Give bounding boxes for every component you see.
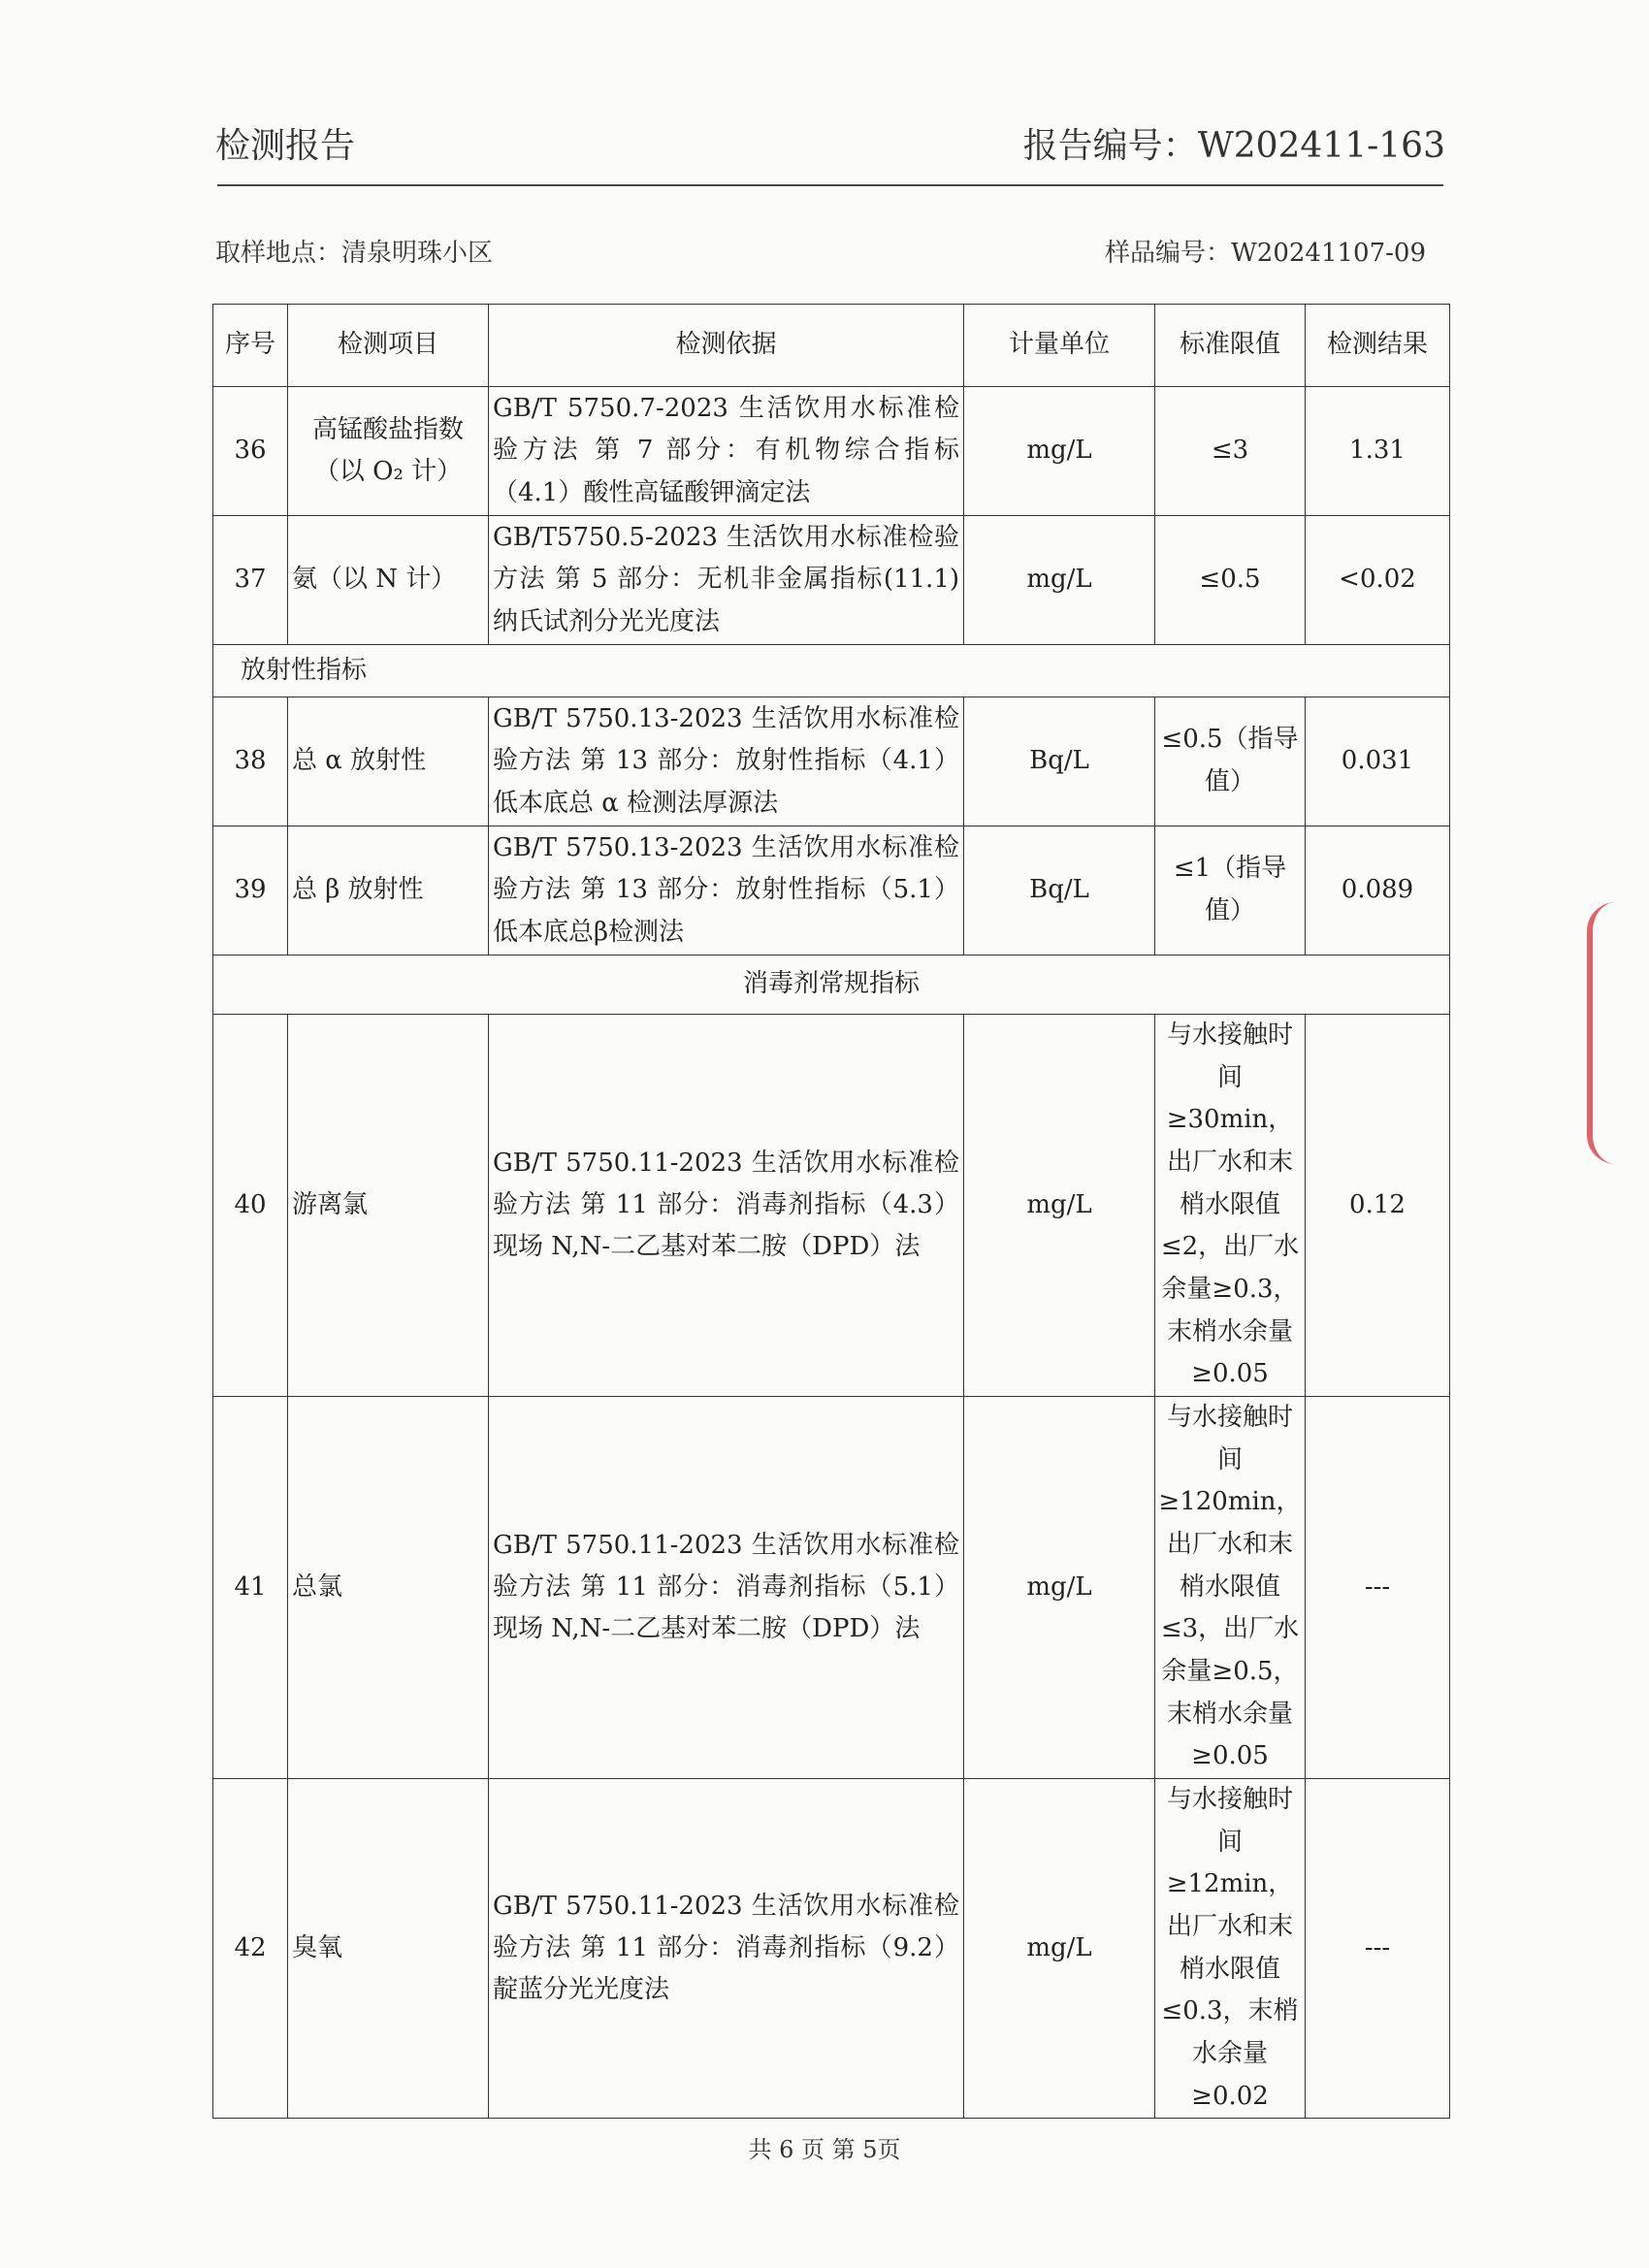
row-unit: mg/L [964, 1015, 1155, 1397]
row-basis: GB/T 5750.11-2023 生活饮用水标准检验方法 第 11 部分：消毒剂指标（9.2）靛蓝分光光度法 [489, 1779, 964, 2119]
row-item: 氨（以 N 计） [288, 516, 489, 645]
row-basis: GB/T 5750.13-2023 生活饮用水标准检验方法 第 13 部分：放射性指标（4.1）低本底总 α 检测法厚源法 [489, 697, 964, 826]
col-header-basis: 检测依据 [489, 305, 964, 387]
col-header-item: 检测项目 [288, 305, 489, 387]
sample-number [1105, 233, 1426, 269]
row-no: 40 [213, 1015, 288, 1397]
row-item: 总 β 放射性 [288, 826, 489, 956]
row-no: 41 [213, 1397, 288, 1779]
report-number-value: W202411-163 [1197, 126, 1445, 166]
row-unit: Bq/L [964, 697, 1155, 826]
row-unit: mg/L [964, 1397, 1155, 1779]
row-basis: GB/T 5750.13-2023 生活饮用水标准检验方法 第 13 部分：放射性指标（5.1）低本底总β检测法 [489, 826, 964, 956]
page-counter: 共 6 页 第 5页 [748, 2136, 901, 2163]
row-basis: GB/T 5750.11-2023 生活饮用水标准检验方法 第 11 部分：消毒剂指标（5.1）现场 N,N-二乙基对苯二胺（DPD）法 [489, 1397, 964, 1779]
table-row [213, 1779, 1450, 2119]
row-no: 42 [213, 1779, 288, 2119]
row-no: 36 [213, 387, 288, 516]
report-number-label: 报告编号： [1022, 126, 1198, 166]
row-basis: GB/T 5750.7-2023 生活饮用水标准检验方法 第 7 部分：有机物综合指标（4.1）酸性高锰酸钾滴定法 [489, 387, 964, 516]
row-limit: 与水接触时间≥30min，出厂水和末梢水限值≤2，出厂水余量≥0.3，末梢水余量≥0.05 [1155, 1015, 1306, 1397]
table-row [213, 1397, 1450, 1779]
table-row [213, 826, 1450, 956]
row-limit: 与水接触时间≥12min，出厂水和末梢水限值≤0.3，末梢水余量≥0.02 [1155, 1779, 1306, 2119]
row-no: 37 [213, 516, 288, 645]
row-limit: 与水接触时间≥120min，出厂水和末梢水限值≤3，出厂水余量≥0.5，末梢水余量≥0.05 [1155, 1397, 1306, 1779]
row-result: 0.031 [1306, 697, 1450, 826]
row-item: 总氯 [288, 1397, 489, 1779]
row-basis: GB/T 5750.11-2023 生活饮用水标准检验方法 第 11 部分：消毒剂指标（4.3）现场 N,N-二乙基对苯二胺（DPD）法 [489, 1015, 964, 1397]
sampling-location [215, 233, 493, 269]
table-row [213, 1015, 1450, 1397]
row-basis: GB/T5750.5-2023 生活饮用水标准检验方法 第 5 部分：无机非金属指标(11.1)纳氏试剂分光光度法 [489, 516, 964, 645]
row-result: <0.02 [1306, 516, 1450, 645]
col-header-result: 检测结果 [1306, 305, 1450, 387]
row-result: 0.12 [1306, 1015, 1450, 1397]
row-no: 39 [213, 826, 288, 956]
report-title: 检测报告 [215, 126, 356, 166]
row-result: 0.089 [1306, 826, 1450, 956]
table-row [213, 387, 1450, 516]
row-item: 游离氯 [288, 1015, 489, 1397]
row-unit: mg/L [964, 516, 1155, 645]
row-limit: ≤1（指导值） [1155, 826, 1306, 956]
row-limit: ≤0.5（指导值） [1155, 697, 1306, 826]
table-row [213, 697, 1450, 826]
seal-stamp-edge [1587, 902, 1632, 1164]
section-label: 消毒剂常规指标 [213, 956, 1450, 1015]
sampling-location-value: 清泉明珠小区 [341, 239, 494, 268]
col-header-no: 序号 [213, 305, 288, 387]
table-row [213, 516, 1450, 645]
row-no: 38 [213, 697, 288, 826]
sample-number-label: 样品编号： [1105, 239, 1232, 268]
row-unit: mg/L [964, 387, 1155, 516]
row-result: --- [1306, 1779, 1450, 2119]
row-result: --- [1306, 1397, 1450, 1779]
row-item: 总 α 放射性 [288, 697, 489, 826]
section-label: 放射性指标 [213, 645, 1450, 697]
sampling-location-label: 取样地点： [215, 239, 342, 268]
header-divider [217, 184, 1443, 186]
report-number [1023, 118, 1445, 168]
row-result: 1.31 [1306, 387, 1450, 516]
sample-number-value: W20241107-09 [1231, 239, 1426, 268]
section-row-disinfectant [213, 956, 1450, 1015]
col-header-unit: 计量单位 [964, 305, 1155, 387]
row-item: 高锰酸盐指数（以 O₂ 计） [288, 387, 489, 516]
row-item: 臭氧 [288, 1779, 489, 2119]
section-row-radioactivity [213, 645, 1450, 697]
table-header-row [213, 305, 1450, 387]
results-table [212, 304, 1450, 2119]
row-unit: Bq/L [964, 826, 1155, 956]
row-limit: ≤3 [1155, 387, 1306, 516]
col-header-limit: 标准限值 [1155, 305, 1306, 387]
row-limit: ≤0.5 [1155, 516, 1306, 645]
row-unit: mg/L [964, 1779, 1155, 2119]
